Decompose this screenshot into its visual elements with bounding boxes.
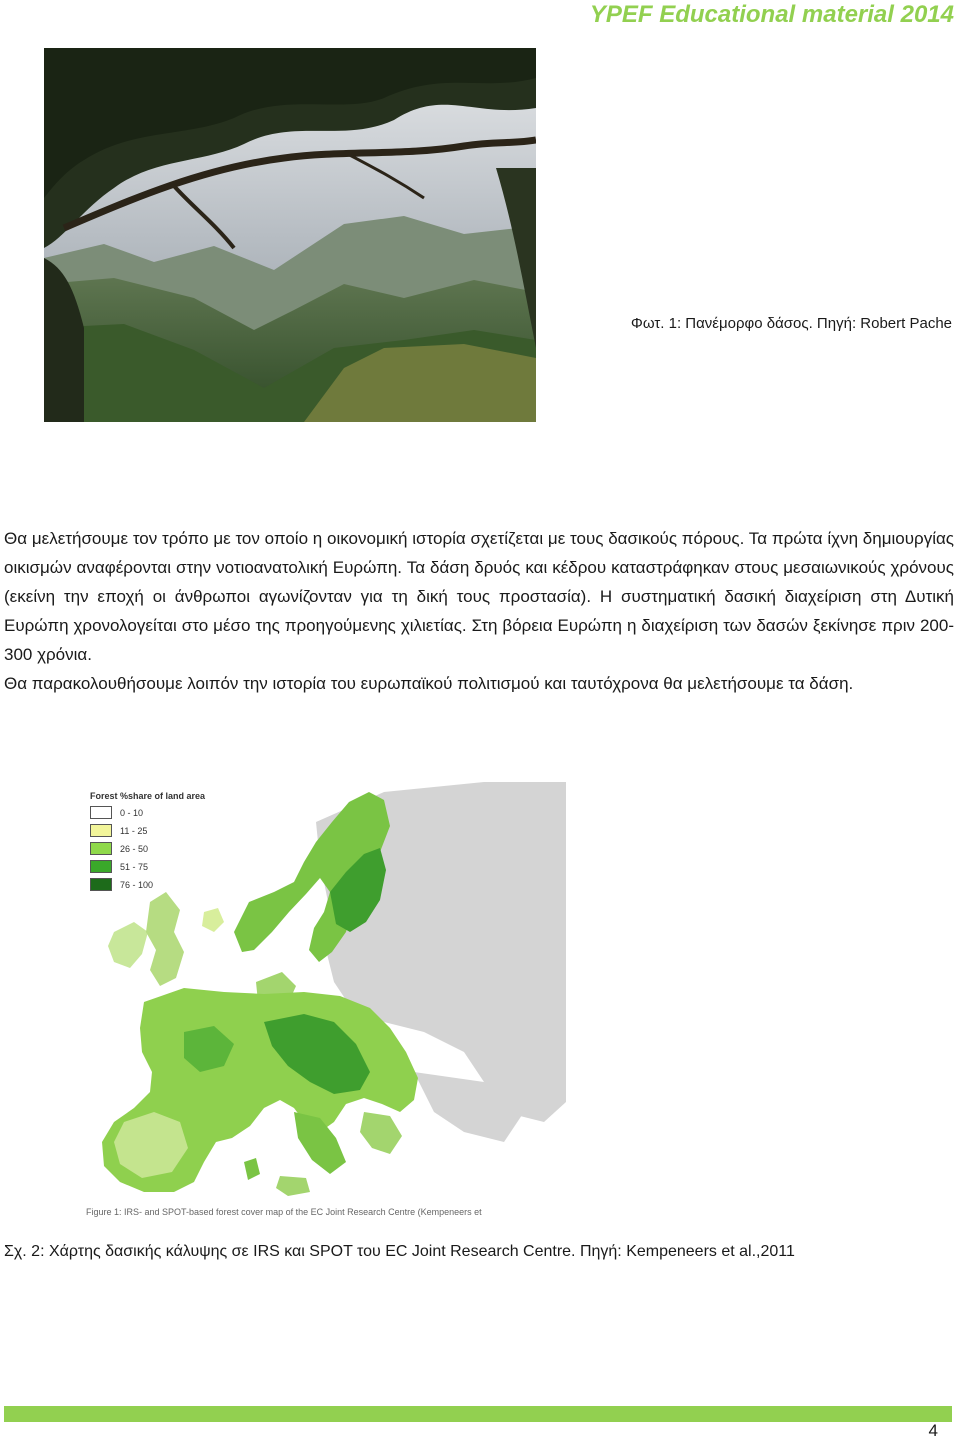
legend-title: Forest %share of land area [90, 791, 206, 801]
forest-cover-map [84, 782, 566, 1222]
legend-label: 26 - 50 [120, 843, 149, 854]
legend-label: 51 - 75 [120, 861, 149, 872]
legend-swatch [90, 824, 112, 837]
legend-swatch [90, 806, 112, 819]
legend-label: 76 - 100 [120, 879, 154, 890]
map-caption: Σχ. 2: Χάρτης δασικής κάλυψης σε IRS και SPOT του EC Joint Research Centre. Πηγή: Kempeneers et al.,2011 [4, 1243, 795, 1260]
legend-item [90, 877, 240, 892]
legend-label: 0 - 10 [120, 807, 144, 818]
legend-label: 11 - 25 [120, 825, 148, 836]
page-number: 4 [928, 1421, 938, 1440]
forest-photo [44, 48, 536, 422]
paragraph: Θα μελετήσουμε τον τρόπο με τον οποίο η οικονομική ιστορία σχετίζεται με τους δασικούς πόρους. Τα πρώτα ίχνη δημιουργίας οικισμών αναφέρονται στην νοτιοανατολική Ευρώπη. Τα δάση δρυός και κέδρου καταστράφηκαν στους μεσαιωνικούς χρόνους (εκείνη την εποχή οι άνθρωποι αγωνίζονταν για τη δική τους προστασία). Η συστηματική δασική διαχείριση στη Δυτική Ευρώπη χρονολογείται στο μέσο της προηγούμενης χιλιετίας. Στη βόρεια Ευρώπη η διαχείριση των δασών ξεκίνησε πριν 200-300 χρόνια. [4, 529, 954, 664]
map-legend [90, 790, 240, 895]
legend-swatch [90, 878, 112, 891]
legend-item [90, 805, 240, 820]
legend-item [90, 823, 240, 838]
legend-swatch [90, 842, 112, 855]
legend-swatch [90, 860, 112, 873]
paragraph: Θα παρακολουθήσουμε λοιπόν την ιστορία του ευρωπαϊκού πολιτισμού και ταυτόχρονα θα μελετήσουμε τα δάση. [4, 674, 854, 693]
body-text [4, 524, 954, 698]
legend-item [90, 859, 240, 874]
footer-bar [4, 1406, 952, 1422]
map-figure-caption: Figure 1: IRS- and SPOT-based forest cover map of the EC Joint Research Centre (Kempeneers et [86, 1207, 482, 1217]
photo-caption: Φωτ. 1: Πανέμορφο δάσος. Πηγή: Robert Pache [630, 315, 952, 332]
legend-item [90, 841, 240, 856]
document-header: YPEF Educational material 2014 [589, 1, 954, 28]
